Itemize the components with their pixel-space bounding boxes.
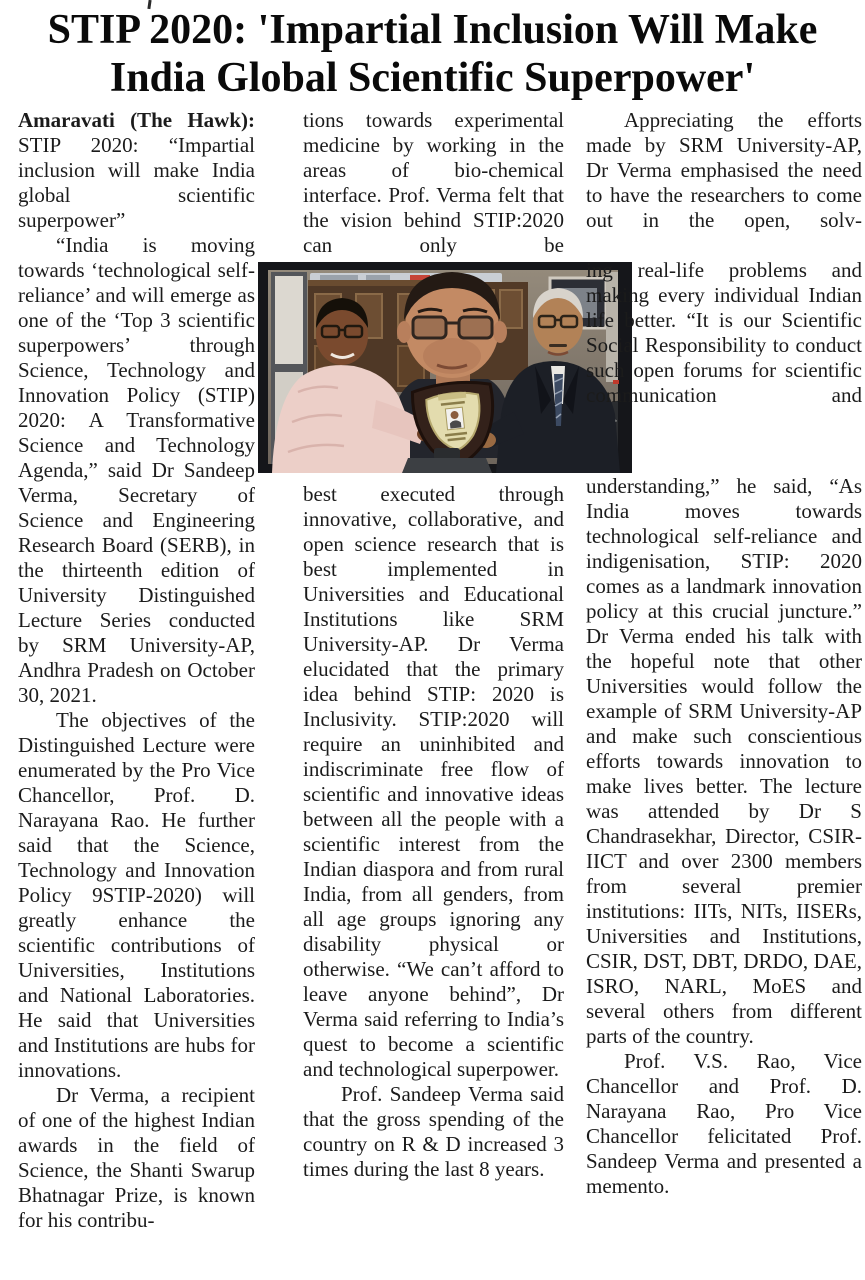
paragraph: Prof. Sandeep Verma said that the gross spending of the country on R & D increased 3 times during the last 8 years.: [303, 1082, 564, 1181]
paragraph: “India is moving towards ‘technological self-reliance’ and will emerge as one of the ‘Top 3 scientific superpowers’ through Science, Technology and Innovation Policy (STIP) 2020: A Transformative Science and Technology Agenda,” said Dr Sandeep Verma, Secretary of Science and Engineering Research Board (SERB), in the thirteenth edition of University Distinguished Lecture Series conducted by SRM University-AP, Andhra Pradesh on October 30, 2021.: [18, 233, 255, 707]
article-column-2: [303, 108, 564, 1182]
article-headline: [0, 6, 865, 102]
paragraph: The objectives of the Distinguished Lecture were enumerated by the Pro Vice Chancellor, Prof. D. Narayana Rao. He further said that the Science, Technology and Innovation Policy 9STIP-2020) will greatly enhance the scientific contributions of Universities, Institutions and National Laboratories. He said that Universities and Institutions are hubs for innovations.: [18, 708, 255, 1082]
lecture-photo: [258, 262, 632, 473]
dateline: Amaravati (The Hawk):: [18, 108, 255, 132]
lead-paragraph-text: STIP 2020: “Impartial inclusion will make India global scientific superpower”: [18, 133, 255, 232]
headline-line-2: India Global Scientific Superpower': [109, 55, 756, 101]
paragraph: Dr Verma, a recipient of one of the highest Indian awards in the field of Science, the Shanti Swarup Bhatnagar Prize, is known for his contribu-: [18, 1083, 255, 1232]
headline-line-1: STIP 2020: 'Impartial Inclusion Will Make: [47, 7, 818, 53]
lecture-photo-drawing: [258, 262, 632, 473]
article-column-1: [18, 108, 255, 1233]
paragraph-above-photo: Appreciating the efforts made by SRM University-AP, Dr Verma emphasised the need to have the researchers to come out in the open, solv-: [586, 108, 862, 232]
paragraph-beside-photo: ing real-life problems and making every individual Indian life better. “It is our Scientific Social Responsibility to conduct such open forums for scientific communication and: [586, 258, 862, 407]
paragraph-continuation: tions towards experimental medicine by working in the areas of bio-chemical interface. Prof. Verma felt that the vision behind STIP:2020 can only be: [303, 108, 564, 257]
paragraph: Prof. V.S. Rao, Vice Chancellor and Prof. D. Narayana Rao, Pro Vice Chancellor felicitated Prof. Sandeep Verma and presented a memento.: [586, 1049, 862, 1198]
article-column-3: [586, 108, 862, 1199]
paragraph-continuation: best executed through innovative, collaborative, and open science research that is best implemented in Universities and Educational Institutions like SRM University-AP. Dr Verma elucidated that the primary idea behind STIP: 2020 is Inclusivity. STIP:2020 will require an uninhibited and indiscriminate free flow of scientific and innovative ideas between all the people with a scientific interest from the Indian diaspora and from rural India, from all genders, from all age groups ignoring any disability physical or otherwise. “We can’t afford to leave anyone behind”, Dr Verma said referring to India’s quest to become a scientific and technological superpower.: [303, 482, 564, 1081]
paragraph-below-photo: understanding,” he said, “As India moves towards technological self-reliance and indigenisation, STIP: 2020 comes as a landmark innovation policy at this crucial juncture.” Dr Verma ended his talk with the hopeful note that other Universities would follow the example of SRM University-AP and make such conscientious efforts towards innovation to make lives better. The lecture was attended by Dr S Chandrasekhar, Director, CSIR-IICT and over 2300 members from several premier institutions: IITs, NITs, IISERs, Universities and Institutions, CSIR, DST, DBT, DRDO, DAE, ISRO, NARL, MoES and several others from different parts of the country.: [586, 474, 862, 1048]
lead-paragraph: [18, 108, 255, 233]
